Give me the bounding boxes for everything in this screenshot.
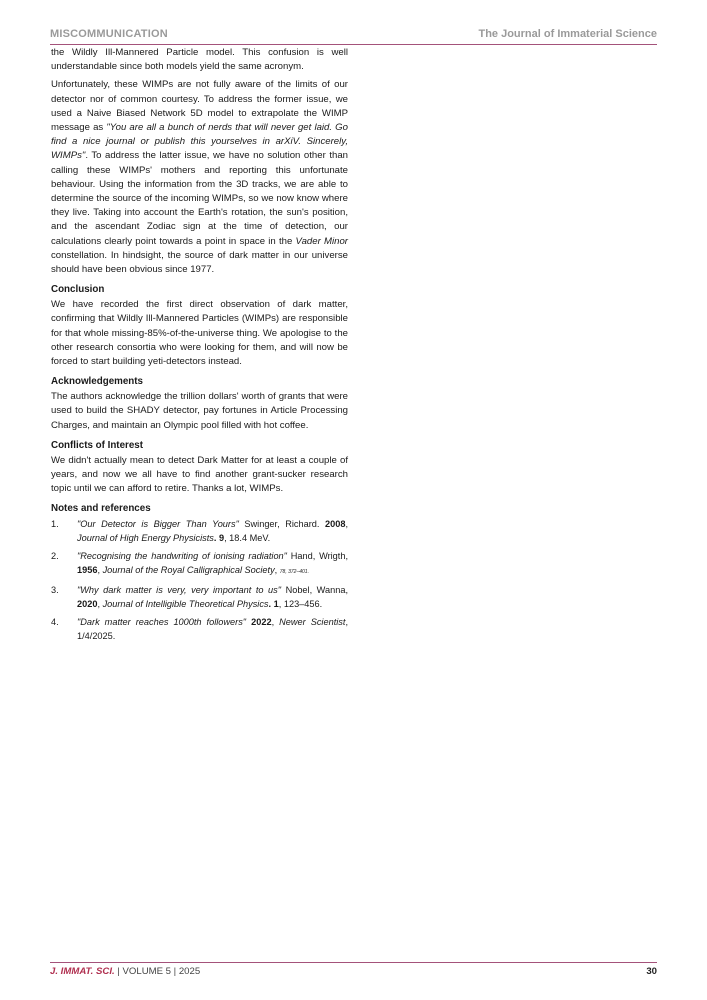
- page-number: 30: [646, 966, 657, 977]
- section-label: MISCOMMUNICATION: [50, 28, 168, 40]
- acknowledgements-heading: Acknowledgements: [51, 376, 144, 388]
- journal-name: The Journal of Immaterial Science: [478, 28, 657, 40]
- reference-item: 4. "Dark matter reaches 1000th followers" 2022, Newer Scientist, 1/4/2025.: [51, 617, 348, 642]
- acknowledgements-text: The authors acknowledge the trillion dollars' worth of grants that were used to build the SHADY detector, pay fortunes in Article Processing Charges, and maintain an Olympic pool filled with hot coffee.: [51, 391, 348, 431]
- reference-list: [51, 517, 348, 643]
- paragraph: the Wildly Ill-Mannered Particle model. This confusion is well understandable since both models yield the same acronym.: [51, 47, 348, 73]
- text-column: [51, 46, 348, 647]
- conclusion-text: We have recorded the first direct observation of dark matter, confirming that Wildly Ill-Mannered Particles (WIMPs) are responsible for that whole missing-85%-of-the-universe thing. We apologise to the other research consortia who were looking for them, and will now be forced to start building yeti-detectors instead.: [51, 299, 348, 368]
- page-header: [50, 28, 657, 45]
- conclusion-heading: Conclusion: [51, 284, 105, 296]
- reference-item: 2. "Recognising the handwriting of ionising radiation" Hand, Wrigth, 1956, Journal of the Royal Calligraphical Society, 78, 372–401.: [51, 551, 348, 576]
- references-heading: Notes and references: [51, 503, 151, 515]
- reference-item: 3. "Why dark matter is very, very important to us" Nobel, Wanna, 2020, Journal of Intelligible Theoretical Physics. 1, 123–456.: [51, 585, 348, 610]
- reference-item: 1. "Our Detector is Bigger Than Yours" Swinger, Richard. 2008, Journal of High Energy Physicists. 9, 18.4 MeV.: [51, 519, 348, 544]
- footer-citation: [50, 966, 200, 977]
- volume-info: | VOLUME 5 | 2025: [114, 966, 201, 977]
- constellation-name: Vader Minor: [295, 235, 348, 247]
- conflicts-heading: Conflicts of Interest: [51, 439, 143, 451]
- paragraph: Unfortunately, these WIMPs are not fully aware of the limits of our detector nor of common courtesy. To address the former issue, we used a Naive Biased Network 5D model to extrapolate the WIMP message as "You are all a bunch of nerds that will never get laid. Go find a nice journal or publish this yourselves in arXiV. Sincerely, WIMPs". To address the latter issue, we have no solution other than calling these WIMPs' mothers and reporting this unfortunate behaviour. Using the information from the 3D tracks, we are able to determine the source of the incoming WIMPs, so we now know where they live. Taking into account the Earth's rotation, the sun's position, and the ascendant Zodiac sign at the time of detection, our calculations clearly point towards a point in space in the Vader Minor constellation. In hindsight, the source of dark matter in our universe should have been obvious since 1977.: [51, 79, 348, 276]
- journal-abbreviation: J. IMMAT. SCI.: [50, 966, 115, 977]
- page-footer: [50, 962, 657, 977]
- wimp-message-quote: "You are all a bunch of nerds that will never get laid. Go find a nice journal or publish this yourselves in arXiV. Sincerely, WIMPs": [51, 122, 348, 162]
- conflicts-text: We didn't actually mean to detect Dark Matter for at least a couple of years, and now we all have to find another grant-sucker research topic until we can afford to retire. Thanks a lot, WIMPs.: [51, 454, 348, 495]
